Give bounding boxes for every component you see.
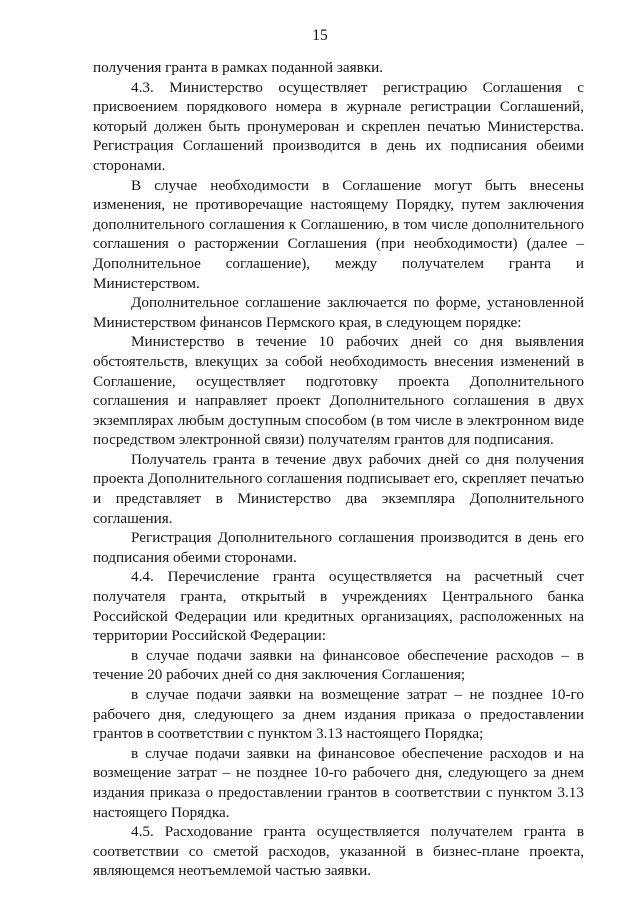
- paragraph-combined-case: в случае подачи заявки на финансовое обеспечение расходов и на возмещение затрат – не позднее 10-го рабочего дня, следующего за днем издания приказа о предоставлении грантов в соответствии с пунктом 3.13 настоящего Порядка.: [93, 744, 584, 821]
- paragraph-amendment-form: Дополнительное соглашение заключается по форме, установленной Министерством финансов Пермского края, в следующем порядке:: [93, 294, 584, 331]
- paragraph-reimbursement-case: в случае подачи заявки на возмещение затрат – не позднее 10-го рабочего дня, следующего за днем издания приказа о предоставлении грантов в соответствии с пунктом 3.13 настоящего Порядка;: [93, 686, 584, 743]
- paragraph-4-4: 4.4. Перечисление гранта осуществляется на расчетный счет получателя гранта, открытый в учреждениях Центрального банка Российской Федерации или кредитных организациях, расположенных на территории Российской Федерации:: [93, 568, 584, 645]
- paragraph-amendments: В случае необходимости в Соглашение могут быть внесены изменения, не противоречащие настоящему Порядку, путем заключения дополнительного соглашения к Соглашению, в том числе дополнительного соглашения о расторжении Соглашения (при необходимости) (далее – Дополнительное соглашение), между получателем гранта и Министерством.: [93, 176, 584, 292]
- document-body: [93, 58, 584, 881]
- page-number: 15: [312, 27, 328, 44]
- paragraph-amendment-registration: Регистрация Дополнительного соглашения производится в день его подписания обеими сторонами.: [93, 529, 584, 566]
- paragraph-financing-case: в случае подачи заявки на финансовое обеспечение расходов – в течение 20 рабочих дней со дня заключения Соглашения;: [93, 646, 584, 684]
- paragraph-continuation: получения гранта в рамках поданной заявки.: [93, 59, 384, 76]
- paragraph-recipient-signing: Получатель гранта в течение двух рабочих дней со дня получения проекта Дополнительного соглашения подписывает его, скрепляет печатью и представляет в Министерство два экземпляра Дополнительного соглашения.: [93, 450, 584, 527]
- paragraph-ministry-preparation: Министерство в течение 10 рабочих дней со дня выявления обстоятельств, влекущих за собой необходимость внесения изменений в Соглашение, осуществляет подготовку проекта Дополнительного соглашения и направляет проект Дополнительного соглашения в двух экземплярах любым доступным способом (в том числе в электронном виде посредством электронной связи) получателям грантов для подписания.: [93, 333, 584, 449]
- paragraph-4-3: 4.3. Министерство осуществляет регистрацию Соглашения с присвоением порядкового номера в журнале регистрации Соглашений, который должен быть пронумерован и скреплен печатью Министерства. Регистрация Соглашений производится в день их подписания обеими сторонами.: [93, 78, 584, 174]
- paragraph-4-5: 4.5. Расходование гранта осуществляется получателем гранта в соответствии со сметой расходов, указанной в бизнес-плане проекта, являющемся неотъемлемой частью заявки.: [93, 823, 584, 880]
